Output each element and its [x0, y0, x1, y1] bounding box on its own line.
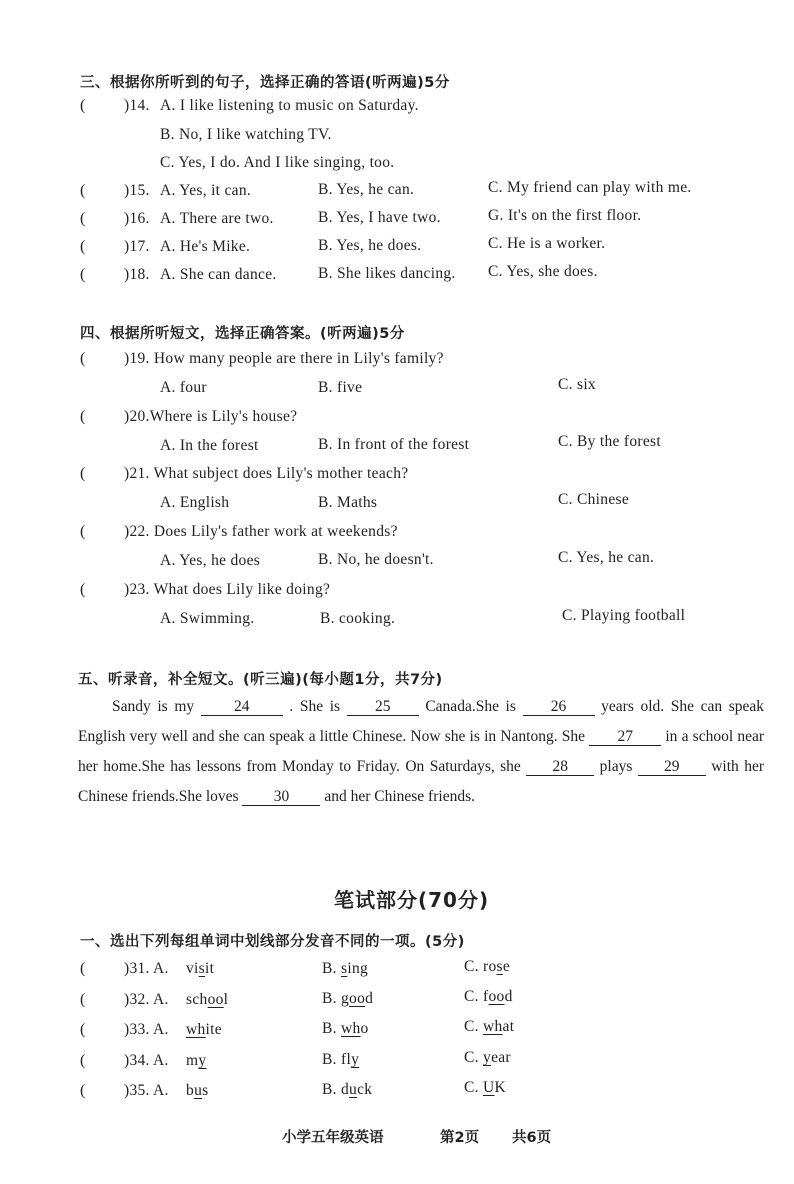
q19-option-b: B. five	[318, 379, 363, 396]
written-section1-title: 一、选出下列每组单词中划线部分发音不同的一项。(5分)	[80, 934, 465, 950]
q20-option-c: C. By the forest	[558, 433, 661, 450]
q34-option-a: my	[186, 1052, 207, 1069]
q33-option-c: C. what	[464, 1018, 515, 1035]
cloze-text: with her Chinese friends.She loves	[78, 758, 764, 805]
answer-paren: (	[80, 238, 86, 255]
blank-26[interactable]: 26	[523, 698, 595, 716]
section5-title: 五、听录音，补全短文。(听三遍)(每小题1分，共7分)	[78, 672, 443, 688]
footer-subject: 小学五年级英语	[282, 1130, 384, 1146]
q16-option-a: A. There are two.	[160, 210, 274, 227]
q14-num: )14.	[124, 97, 150, 114]
blank-27[interactable]: 27	[589, 728, 661, 746]
answer-paren: (	[80, 1021, 86, 1038]
q18-option-c: C. Yes, she does.	[488, 263, 598, 280]
q35-option-c: C. UK	[464, 1079, 506, 1096]
q32-num: )32. A.	[124, 991, 169, 1008]
q15-num: )15.	[124, 182, 150, 199]
q18-num: )18.	[124, 266, 150, 283]
cloze-text: Canada.She is	[425, 698, 516, 715]
q19-text: )19. How many people are there in Lily's family?	[124, 350, 444, 367]
q15-option-a: A. Yes, it can.	[160, 182, 252, 199]
cloze-paragraph	[78, 692, 764, 812]
answer-paren: (	[80, 266, 86, 283]
q35-option-a: bus	[186, 1082, 209, 1099]
footer-page-total: 共6页	[512, 1130, 552, 1146]
q21-option-c: C. Chinese	[558, 491, 630, 508]
q14-option-c: C. Yes, I do. And I like singing, too.	[160, 154, 395, 171]
answer-paren: (	[80, 960, 86, 977]
q20-option-a: A. In the forest	[160, 437, 259, 454]
q31-num: )31. A.	[124, 960, 169, 977]
q17-option-c: C. He is a worker.	[488, 235, 606, 252]
q23-text: )23. What does Lily like doing?	[124, 581, 331, 598]
answer-paren: (	[80, 97, 86, 114]
answer-paren: (	[80, 523, 86, 540]
blank-24[interactable]: 24	[201, 698, 283, 716]
answer-paren: (	[80, 991, 86, 1008]
q23-option-c: C. Playing football	[562, 607, 686, 624]
q34-num: )34. A.	[124, 1052, 169, 1069]
answer-paren: (	[80, 465, 86, 482]
answer-paren: (	[80, 408, 86, 425]
q23-option-a: A. Swimming.	[160, 610, 255, 627]
q19-option-a: A. four	[160, 379, 207, 396]
q32-option-b: B. good	[322, 990, 374, 1007]
q16-option-c: G. It's on the first floor.	[488, 207, 642, 224]
q34-option-c: C. year	[464, 1049, 511, 1066]
blank-29[interactable]: 29	[638, 758, 706, 776]
q32-option-c: C. food	[464, 988, 513, 1005]
q22-option-b: B. No, he doesn't.	[318, 551, 434, 568]
q17-option-a: A. He's Mike.	[160, 238, 251, 255]
answer-paren: (	[80, 350, 86, 367]
cloze-text: years old. She can speak English very well and she can speak a little Chinese. Now she is in Nantong. She	[78, 698, 765, 745]
q18-option-b: B. She likes dancing.	[318, 265, 456, 282]
cloze-text: plays	[599, 758, 633, 775]
blank-28[interactable]: 28	[526, 758, 594, 776]
answer-paren: (	[80, 1082, 86, 1099]
section4-title: 四、根据所听短文，选择正确答案。(听两遍)5分	[80, 326, 405, 342]
q14-option-b: B. No, I like watching TV.	[160, 126, 332, 143]
q33-num: )33. A.	[124, 1021, 169, 1038]
q18-option-a: A. She can dance.	[160, 266, 277, 283]
answer-paren: (	[80, 1052, 86, 1069]
cloze-text: and her Chinese friends.	[324, 788, 475, 805]
q35-num: )35. A.	[124, 1082, 169, 1099]
q22-text: )22. Does Lily's father work at weekends?	[124, 523, 398, 540]
q14-option-a: A. I like listening to music on Saturday.	[160, 97, 419, 114]
q17-num: )17.	[124, 238, 150, 255]
q31-option-b: B. sing	[322, 960, 369, 977]
q31-option-a: visit	[186, 960, 215, 977]
q35-option-b: B. duck	[322, 1081, 373, 1098]
answer-paren: (	[80, 581, 86, 598]
cloze-text: in a school near her home.She has lessons from Monday to Friday. On Saturdays, she	[78, 728, 765, 775]
section3-title: 三、根据你所听到的句子，选择正确的答语(听两遍)5分	[80, 75, 450, 91]
blank-25[interactable]: 25	[347, 698, 419, 716]
q21-option-a: A. English	[160, 494, 230, 511]
q33-option-a: white	[186, 1021, 222, 1038]
cloze-text: Sandy is my	[112, 698, 195, 715]
q19-option-c: C. six	[558, 376, 596, 393]
q22-option-a: A. Yes, he does	[160, 552, 261, 569]
q31-option-c: C. rose	[464, 958, 511, 975]
q34-option-b: B. fly	[322, 1051, 360, 1068]
q23-option-b: B. cooking.	[320, 610, 396, 627]
q22-option-c: C. Yes, he can.	[558, 549, 655, 566]
q20-text: )20.Where is Lily's house?	[124, 408, 298, 425]
answer-paren: (	[80, 182, 86, 199]
q17-option-b: B. Yes, he does.	[318, 237, 422, 254]
q15-option-b: B. Yes, he can.	[318, 181, 415, 198]
blank-30[interactable]: 30	[242, 788, 320, 806]
q21-text: )21. What subject does Lily's mother teach?	[124, 465, 409, 482]
q32-option-a: school	[186, 991, 229, 1008]
q21-option-b: B. Maths	[318, 494, 378, 511]
footer-page-number: 第2页	[440, 1130, 480, 1146]
written-part-title: 笔试部分(70分)	[334, 888, 490, 912]
q20-option-b: B. In front of the forest	[318, 436, 470, 453]
cloze-text: . She is	[289, 698, 341, 715]
q16-num: )16.	[124, 210, 150, 227]
q33-option-b: B. who	[322, 1020, 369, 1037]
q16-option-b: B. Yes, I have two.	[318, 209, 441, 226]
q15-option-c: C. My friend can play with me.	[488, 179, 692, 196]
answer-paren: (	[80, 210, 86, 227]
